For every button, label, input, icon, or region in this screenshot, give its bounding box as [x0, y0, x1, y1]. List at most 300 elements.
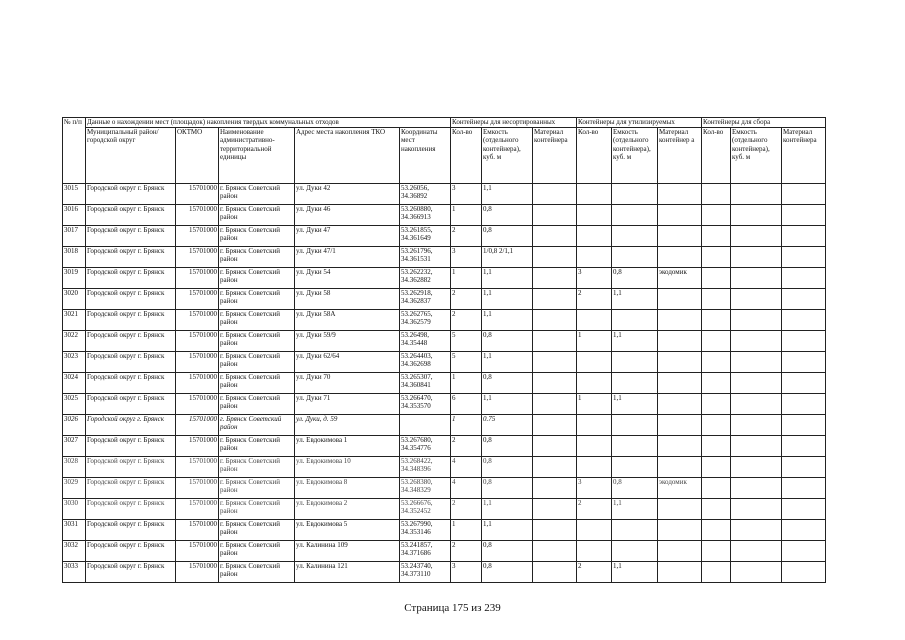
- cell-mat3: [782, 204, 826, 225]
- cell-cap2: [612, 204, 658, 225]
- cell-num: 3025: [63, 393, 86, 414]
- cell-mat1: [533, 393, 577, 414]
- cell-mat3: [782, 351, 826, 372]
- cell-mat1: [533, 183, 577, 204]
- cell-cap3: [731, 477, 782, 498]
- cell-mat2: [658, 330, 702, 351]
- cell-c1: 6: [451, 393, 482, 414]
- cell-cap1: 1,1: [482, 351, 533, 372]
- cell-c3: [702, 204, 731, 225]
- cell-unit: г. Брянск Советский район: [219, 519, 295, 540]
- cell-mat1: [533, 498, 577, 519]
- cell-cap2: [612, 246, 658, 267]
- cell-unit: г. Брянск Советский район: [219, 309, 295, 330]
- cell-num: 3030: [63, 498, 86, 519]
- col-oktmo: ОКТМО: [176, 127, 219, 183]
- cell-c2: [577, 225, 612, 246]
- cell-mat2: [658, 435, 702, 456]
- cell-mat1: [533, 477, 577, 498]
- cell-municipal: Городской округ г. Брянск: [86, 456, 176, 477]
- cell-municipal: Городской округ г. Брянск: [86, 561, 176, 582]
- cell-cap1: 0,8: [482, 204, 533, 225]
- table-row: [63, 204, 826, 225]
- cell-cap2: 1,1: [612, 561, 658, 582]
- cell-c1: 2: [451, 309, 482, 330]
- table-row: [63, 393, 826, 414]
- cell-cap3: [731, 435, 782, 456]
- cell-c1: 1: [451, 204, 482, 225]
- cell-address: ул. Евдокимова 2: [295, 498, 400, 519]
- cell-oktmo: 15701000: [176, 267, 219, 288]
- table-row: [63, 267, 826, 288]
- cell-mat1: [533, 267, 577, 288]
- cell-mat1: [533, 246, 577, 267]
- cell-address: ул. Дуки 58А: [295, 309, 400, 330]
- col-cap1: Емкость (отдельного контейнера), куб. м: [482, 127, 533, 183]
- cell-unit: г. Брянск Советский район: [219, 477, 295, 498]
- cell-municipal: Городской округ г. Брянск: [86, 414, 176, 435]
- cell-c2: [577, 351, 612, 372]
- cell-municipal: Городской округ г. Брянск: [86, 477, 176, 498]
- cell-coords: 53.267680, 34.354776: [400, 435, 451, 456]
- table-row: [63, 498, 826, 519]
- table-row: [63, 309, 826, 330]
- cell-c2: [577, 246, 612, 267]
- cell-mat1: [533, 519, 577, 540]
- cell-cap2: 1,1: [612, 288, 658, 309]
- table-body: [63, 118, 826, 583]
- cell-mat1: [533, 351, 577, 372]
- cell-c3: [702, 267, 731, 288]
- page-footer: Страница 175 из 239: [404, 602, 501, 614]
- cell-c2: [577, 456, 612, 477]
- cell-cap1: 1/0,8 2/1,1: [482, 246, 533, 267]
- cell-num: 3031: [63, 519, 86, 540]
- cell-address: ул. Дуки 42: [295, 183, 400, 204]
- cell-cap2: 1,1: [612, 498, 658, 519]
- cell-cap2: [612, 519, 658, 540]
- cell-oktmo: 15701000: [176, 309, 219, 330]
- cell-c2: [577, 435, 612, 456]
- cell-municipal: Городской округ г. Брянск: [86, 288, 176, 309]
- cell-coords: 53.266676, 34.352452: [400, 498, 451, 519]
- cell-num: 3026: [63, 414, 86, 435]
- cell-unit: г. Брянск Советский район: [219, 498, 295, 519]
- cell-mat2: [658, 393, 702, 414]
- cell-cap2: [612, 372, 658, 393]
- cell-cap3: [731, 330, 782, 351]
- cell-cap2: 1,1: [612, 393, 658, 414]
- cell-mat2: [658, 561, 702, 582]
- cell-cap3: [731, 267, 782, 288]
- cell-mat3: [782, 456, 826, 477]
- cell-unit: г. Брянск Советский район: [219, 414, 295, 435]
- col-address: Адрес места накопления ТКО: [295, 127, 400, 183]
- cell-c3: [702, 246, 731, 267]
- cell-c3: [702, 519, 731, 540]
- cell-c1: 3: [451, 561, 482, 582]
- cell-c2: 3: [577, 477, 612, 498]
- cell-c1: 2: [451, 540, 482, 561]
- cell-num: 3023: [63, 351, 86, 372]
- cell-cap2: [612, 414, 658, 435]
- cell-mat1: [533, 288, 577, 309]
- cell-c1: 5: [451, 351, 482, 372]
- cell-mat2: [658, 225, 702, 246]
- cell-coords: 53.261796, 34.361531: [400, 246, 451, 267]
- cell-cap1: 0,8: [482, 561, 533, 582]
- table-row: [63, 456, 826, 477]
- cell-num: 3015: [63, 183, 86, 204]
- cell-municipal: Городской округ г. Брянск: [86, 309, 176, 330]
- table-row: [63, 414, 826, 435]
- cell-c3: [702, 225, 731, 246]
- cell-address: ул. Евдокимова 1: [295, 435, 400, 456]
- cell-cap1: 0,8: [482, 477, 533, 498]
- cell-mat1: [533, 330, 577, 351]
- cell-c1: 1: [451, 267, 482, 288]
- cell-address: ул. Дуки 46: [295, 204, 400, 225]
- cell-cap1: 1,1: [482, 498, 533, 519]
- cell-mat1: [533, 225, 577, 246]
- cell-cap1: 0,8: [482, 540, 533, 561]
- cell-oktmo: 15701000: [176, 540, 219, 561]
- cell-municipal: Городской округ г. Брянск: [86, 540, 176, 561]
- cell-num: 3033: [63, 561, 86, 582]
- cell-c2: 2: [577, 561, 612, 582]
- cell-cap2: 1,1: [612, 330, 658, 351]
- cell-cap3: [731, 372, 782, 393]
- cell-num: 3018: [63, 246, 86, 267]
- cell-address: ул. Дуки 58: [295, 288, 400, 309]
- cell-cap3: [731, 519, 782, 540]
- cell-mat3: [782, 498, 826, 519]
- cell-municipal: Городской округ г. Брянск: [86, 246, 176, 267]
- col-cap2: Емкость (отдельного контейнера), куб. м: [612, 127, 658, 183]
- cell-mat3: [782, 519, 826, 540]
- cell-cap1: 1,1: [482, 288, 533, 309]
- cell-c1: 1: [451, 372, 482, 393]
- cell-c1: 5: [451, 330, 482, 351]
- cell-cap1: 1,1: [482, 519, 533, 540]
- cell-mat3: [782, 225, 826, 246]
- cell-mat3: [782, 183, 826, 204]
- col-mat3: Материал контейнера: [782, 127, 826, 183]
- cell-coords: 53.265307, 34.360841: [400, 372, 451, 393]
- table-row: [63, 435, 826, 456]
- cell-unit: г. Брянск Советский район: [219, 456, 295, 477]
- cell-municipal: Городской округ г. Брянск: [86, 225, 176, 246]
- cell-oktmo: 15701000: [176, 498, 219, 519]
- cell-oktmo: 15701000: [176, 561, 219, 582]
- cell-mat3: [782, 309, 826, 330]
- cell-municipal: Городской округ г. Брянск: [86, 435, 176, 456]
- col-cap3: Емкость (отдельного контейнера), куб. м: [731, 127, 782, 183]
- cell-coords: 53.262232, 34.362882: [400, 267, 451, 288]
- cell-unit: г. Брянск Советский район: [219, 372, 295, 393]
- cell-c1: 1: [451, 414, 482, 435]
- cell-c3: [702, 540, 731, 561]
- cell-c1: 2: [451, 498, 482, 519]
- cell-c2: [577, 414, 612, 435]
- cell-mat1: [533, 309, 577, 330]
- cell-c2: [577, 519, 612, 540]
- cell-c2: 1: [577, 393, 612, 414]
- cell-mat2: [658, 204, 702, 225]
- cell-c3: [702, 477, 731, 498]
- registry-table: [62, 117, 826, 583]
- cell-c3: [702, 414, 731, 435]
- cell-c1: 1: [451, 519, 482, 540]
- cell-num: 3022: [63, 330, 86, 351]
- cell-num: 3028: [63, 456, 86, 477]
- cell-c1: 4: [451, 477, 482, 498]
- col-coords: Координаты мест накопления: [400, 127, 451, 183]
- header-row-columns: [63, 127, 826, 183]
- cell-municipal: Городской округ г. Брянск: [86, 204, 176, 225]
- cell-municipal: Городской округ г. Брянск: [86, 267, 176, 288]
- cell-num: 3017: [63, 225, 86, 246]
- header-unsorted-group: Контейнеры для несортированных: [451, 118, 577, 128]
- cell-mat1: [533, 372, 577, 393]
- cell-mat1: [533, 561, 577, 582]
- cell-unit: г. Брянск Советский район: [219, 225, 295, 246]
- col-mat2: Материал контейнер а: [658, 127, 702, 183]
- cell-cap2: [612, 309, 658, 330]
- cell-coords: 53.266470, 34.353570: [400, 393, 451, 414]
- cell-municipal: Городской округ г. Брянск: [86, 183, 176, 204]
- cell-c3: [702, 351, 731, 372]
- cell-mat2: [658, 498, 702, 519]
- cell-num: 3021: [63, 309, 86, 330]
- cell-address: ул. Дуки, д. 59: [295, 414, 400, 435]
- cell-cap2: [612, 351, 658, 372]
- cell-municipal: Городской округ г. Брянск: [86, 351, 176, 372]
- header-recycle-group: Контейнеры для утилизируемых: [577, 118, 702, 128]
- cell-cap3: [731, 414, 782, 435]
- cell-coords: 53.268422, 34.348396: [400, 456, 451, 477]
- col-count3: Кол-во: [702, 127, 731, 183]
- cell-oktmo: 15701000: [176, 456, 219, 477]
- cell-cap1: 0,8: [482, 330, 533, 351]
- cell-coords: 53.262765, 34.362579: [400, 309, 451, 330]
- cell-c3: [702, 372, 731, 393]
- cell-cap1: 1,1: [482, 309, 533, 330]
- cell-cap2: [612, 183, 658, 204]
- cell-num: 3027: [63, 435, 86, 456]
- cell-oktmo: 15701000: [176, 351, 219, 372]
- cell-c2: [577, 372, 612, 393]
- cell-address: ул. Дуки 62/64: [295, 351, 400, 372]
- cell-mat2: [658, 372, 702, 393]
- cell-c2: 2: [577, 498, 612, 519]
- cell-coords: 53.260880, 34.366913: [400, 204, 451, 225]
- cell-num: 3019: [63, 267, 86, 288]
- cell-c3: [702, 561, 731, 582]
- cell-cap3: [731, 456, 782, 477]
- cell-num: 3024: [63, 372, 86, 393]
- cell-oktmo: 15701000: [176, 372, 219, 393]
- cell-num: 3032: [63, 540, 86, 561]
- cell-c1: 2: [451, 288, 482, 309]
- cell-coords: 53.26498, 34.35448: [400, 330, 451, 351]
- header-row-groups: [63, 118, 826, 128]
- cell-coords: 53.241857, 34.371686: [400, 540, 451, 561]
- cell-cap3: [731, 204, 782, 225]
- table-row: [63, 288, 826, 309]
- cell-mat3: [782, 246, 826, 267]
- header-collect-group: Контейнеры для сбора: [702, 118, 826, 128]
- cell-municipal: Городской округ г. Брянск: [86, 330, 176, 351]
- cell-cap3: [731, 288, 782, 309]
- cell-oktmo: 15701000: [176, 204, 219, 225]
- cell-cap1: 0.75: [482, 414, 533, 435]
- header-num: № п/п: [63, 118, 86, 184]
- cell-c1: 4: [451, 456, 482, 477]
- cell-oktmo: 15701000: [176, 246, 219, 267]
- cell-cap2: 0,8: [612, 267, 658, 288]
- cell-coords: 53.261855, 34.361649: [400, 225, 451, 246]
- cell-address: ул. Дуки 54: [295, 267, 400, 288]
- cell-c3: [702, 330, 731, 351]
- col-count2: Кол-во: [577, 127, 612, 183]
- col-municipal: Муниципальный район/городской округ: [86, 127, 176, 183]
- cell-mat2: [658, 519, 702, 540]
- cell-unit: г. Брянск Советский район: [219, 351, 295, 372]
- cell-oktmo: 15701000: [176, 519, 219, 540]
- table-row: [63, 183, 826, 204]
- cell-cap1: 0,8: [482, 435, 533, 456]
- cell-cap3: [731, 309, 782, 330]
- cell-mat1: [533, 456, 577, 477]
- cell-cap3: [731, 561, 782, 582]
- cell-address: ул. Дуки 71: [295, 393, 400, 414]
- cell-c2: [577, 309, 612, 330]
- cell-c2: 2: [577, 288, 612, 309]
- cell-cap2: [612, 225, 658, 246]
- cell-c2: 3: [577, 267, 612, 288]
- cell-mat3: [782, 393, 826, 414]
- cell-cap2: [612, 435, 658, 456]
- cell-mat2: [658, 414, 702, 435]
- table-row: [63, 519, 826, 540]
- cell-mat2: [658, 246, 702, 267]
- cell-c3: [702, 498, 731, 519]
- cell-coords: [400, 414, 451, 435]
- cell-mat1: [533, 435, 577, 456]
- table-row: [63, 351, 826, 372]
- cell-cap3: [731, 246, 782, 267]
- cell-cap3: [731, 498, 782, 519]
- table-row: [63, 372, 826, 393]
- cell-mat2: экодомик: [658, 267, 702, 288]
- cell-mat2: [658, 183, 702, 204]
- cell-address: ул. Калинина 109: [295, 540, 400, 561]
- cell-mat3: [782, 540, 826, 561]
- cell-cap3: [731, 393, 782, 414]
- cell-cap3: [731, 540, 782, 561]
- cell-c2: 1: [577, 330, 612, 351]
- cell-address: ул. Калинина 121: [295, 561, 400, 582]
- col-mat1: Материал контейнера: [533, 127, 577, 183]
- cell-coords: 53.267990, 34.353146: [400, 519, 451, 540]
- cell-unit: г. Брянск Советский район: [219, 288, 295, 309]
- cell-coords: 53.262918, 34.362837: [400, 288, 451, 309]
- cell-mat3: [782, 561, 826, 582]
- cell-c3: [702, 435, 731, 456]
- cell-unit: г. Брянск Советский район: [219, 204, 295, 225]
- cell-municipal: Городской округ г. Брянск: [86, 393, 176, 414]
- cell-c1: 2: [451, 225, 482, 246]
- cell-cap1: 1,1: [482, 393, 533, 414]
- cell-oktmo: 15701000: [176, 225, 219, 246]
- cell-mat2: [658, 456, 702, 477]
- cell-unit: г. Брянск Советский район: [219, 267, 295, 288]
- cell-municipal: Городской округ г. Брянск: [86, 519, 176, 540]
- cell-oktmo: 15701000: [176, 183, 219, 204]
- cell-mat1: [533, 204, 577, 225]
- cell-c3: [702, 393, 731, 414]
- cell-cap2: [612, 540, 658, 561]
- table-row: [63, 225, 826, 246]
- cell-cap1: 1,1: [482, 267, 533, 288]
- cell-mat2: [658, 309, 702, 330]
- cell-cap1: 0,8: [482, 225, 533, 246]
- cell-mat2: экодомик: [658, 477, 702, 498]
- cell-c2: [577, 540, 612, 561]
- cell-oktmo: 15701000: [176, 288, 219, 309]
- cell-address: ул. Евдокимова 5: [295, 519, 400, 540]
- cell-oktmo: 15701000: [176, 414, 219, 435]
- header-data-group: Данные о нахождении мест (площадок) накопления твердых коммунальных отходов: [86, 118, 451, 128]
- cell-c3: [702, 309, 731, 330]
- cell-unit: г. Брянск Советский район: [219, 330, 295, 351]
- table-row: [63, 330, 826, 351]
- cell-cap2: [612, 456, 658, 477]
- cell-unit: г. Брянск Советский район: [219, 246, 295, 267]
- cell-mat3: [782, 477, 826, 498]
- cell-mat3: [782, 414, 826, 435]
- cell-unit: г. Брянск Советский район: [219, 435, 295, 456]
- cell-unit: г. Брянск Советский район: [219, 393, 295, 414]
- cell-address: ул. Дуки 70: [295, 372, 400, 393]
- col-unit: Наименование административно-территориальной единицы: [219, 127, 295, 183]
- cell-mat1: [533, 540, 577, 561]
- cell-cap3: [731, 351, 782, 372]
- cell-mat3: [782, 330, 826, 351]
- cell-oktmo: 15701000: [176, 330, 219, 351]
- cell-c1: 3: [451, 246, 482, 267]
- cell-mat3: [782, 372, 826, 393]
- cell-mat2: [658, 288, 702, 309]
- cell-coords: 53.243740, 34.373110: [400, 561, 451, 582]
- cell-cap3: [731, 225, 782, 246]
- cell-mat3: [782, 267, 826, 288]
- cell-unit: г. Брянск Советский район: [219, 561, 295, 582]
- cell-cap1: 1,1: [482, 183, 533, 204]
- cell-c3: [702, 183, 731, 204]
- cell-address: ул. Дуки 47: [295, 225, 400, 246]
- cell-num: 3016: [63, 204, 86, 225]
- cell-municipal: Городской округ г. Брянск: [86, 498, 176, 519]
- table-row: [63, 540, 826, 561]
- cell-unit: г. Брянск Советский район: [219, 540, 295, 561]
- col-count1: Кол-во: [451, 127, 482, 183]
- cell-mat2: [658, 351, 702, 372]
- cell-cap1: 0,8: [482, 456, 533, 477]
- cell-coords: 53.264403, 34.362698: [400, 351, 451, 372]
- cell-cap2: 0,8: [612, 477, 658, 498]
